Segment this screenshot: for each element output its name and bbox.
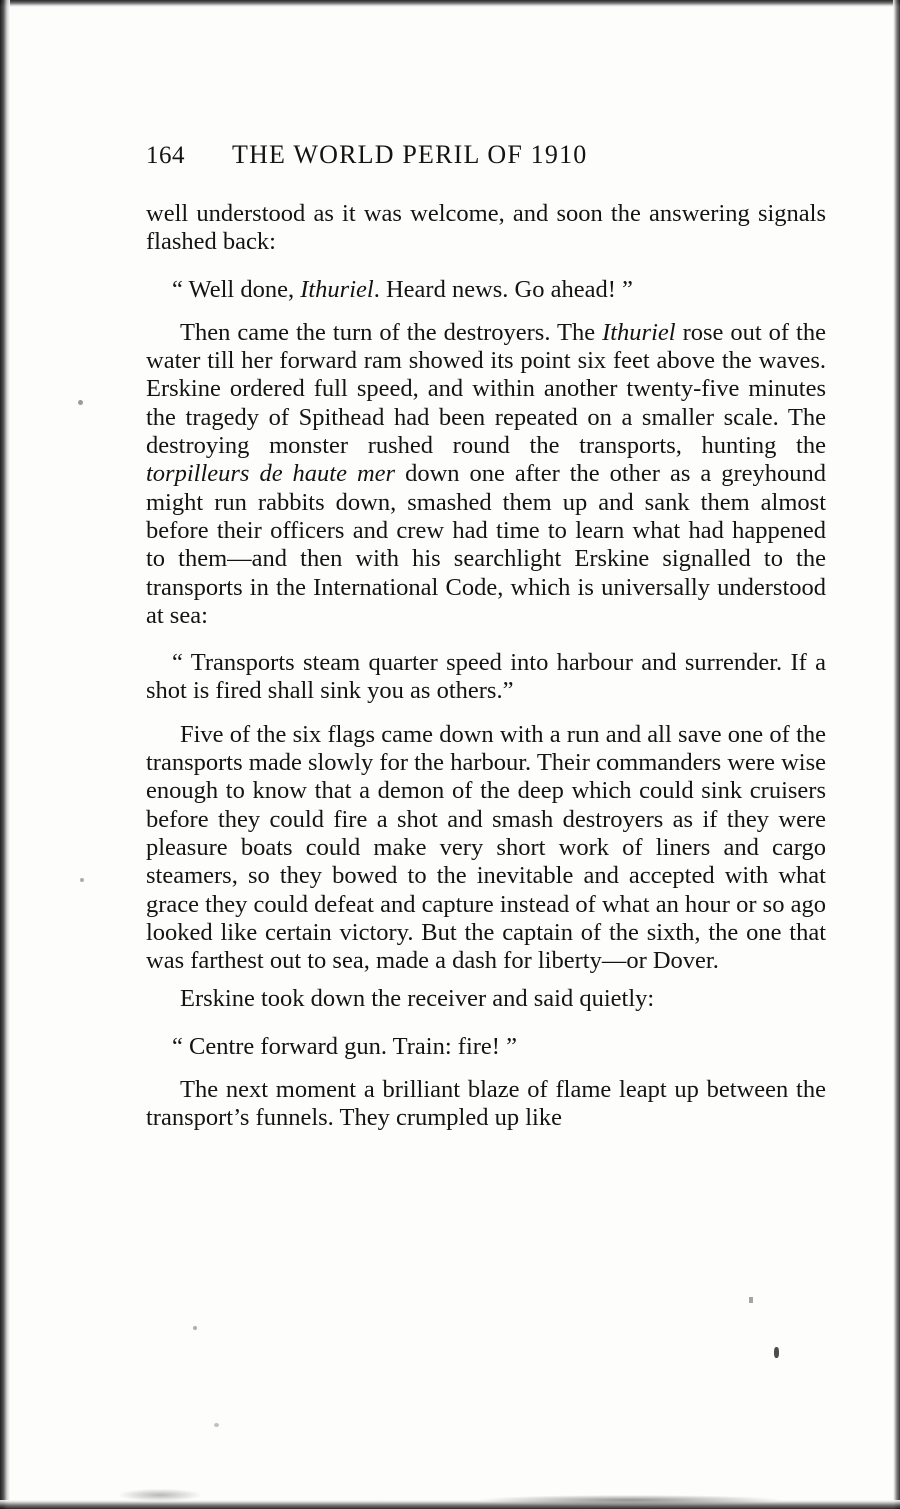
scan-speck: [749, 1297, 753, 1303]
running-head: THE WORLD PERIL OF 1910: [232, 140, 588, 169]
paragraph-destroyers: Then came the turn of the destroyers. The Ithuriel rose out of the water till her forward ram showed its point six feet above the waves. Erskine ordered full speed, and within another twenty-five minutes the tragedy of Spithead had been repeated on a smaller scale. The destroying monster rushed round the transports, hunting the torpilleurs de haute mer down one after the other as a greyhound might run rabbits down, smashed them up and sank them almost before their officers and crew had time to learn what had happened to them—and then with his searchlight Erskine signalled to the transports in the International Code, which is universally understood at sea:: [146, 318, 826, 629]
scan-speck: [78, 400, 83, 405]
paragraph-blaze: The next moment a brilliant blaze of flame leapt up between the transport’s funnels. They crumpled up like: [146, 1076, 826, 1132]
paragraph-flags: Five of the six flags came down with a run and all save one of the transports made slowly for the harbour. Their commanders were wise enough to know that a demon of the deep which could sink cruisers before they could fire a shot and smash destroyers as if they were pleasure boats could make very short work of liners and cargo steamers, so they bowed to the inevitable and accepted with what grace they could defeat and capture instead of what an hour or so ago looked like certain victory. But the captain of the sixth, the one that was farthest out to sea, made a dash for liberty—or Dover.: [146, 720, 826, 975]
scan-speck: [193, 1326, 197, 1330]
page-text-block: [146, 140, 826, 1133]
paragraph-quote-fire: “ Centre forward gun. Train: fire! ”: [172, 1032, 517, 1060]
paragraph-continuation: well understood as it was welcome, and soon the answering signals flashed back:: [146, 200, 826, 256]
paragraph-quote-transports: “ Transports steam quarter speed into harbour and surrender. If a shot is fired shall sink you as others.”: [146, 649, 826, 705]
page-number: 164: [146, 142, 185, 169]
scan-speck: [80, 878, 84, 882]
paragraph-quote-signal: “ Well done, Ithuriel. Heard news. Go ahead! ”: [172, 275, 633, 303]
page-header: [146, 140, 826, 170]
scan-speck: [214, 1423, 219, 1427]
paragraph-receiver: Erskine took down the receiver and said quietly:: [180, 985, 655, 1013]
scan-speck: [774, 1347, 779, 1358]
